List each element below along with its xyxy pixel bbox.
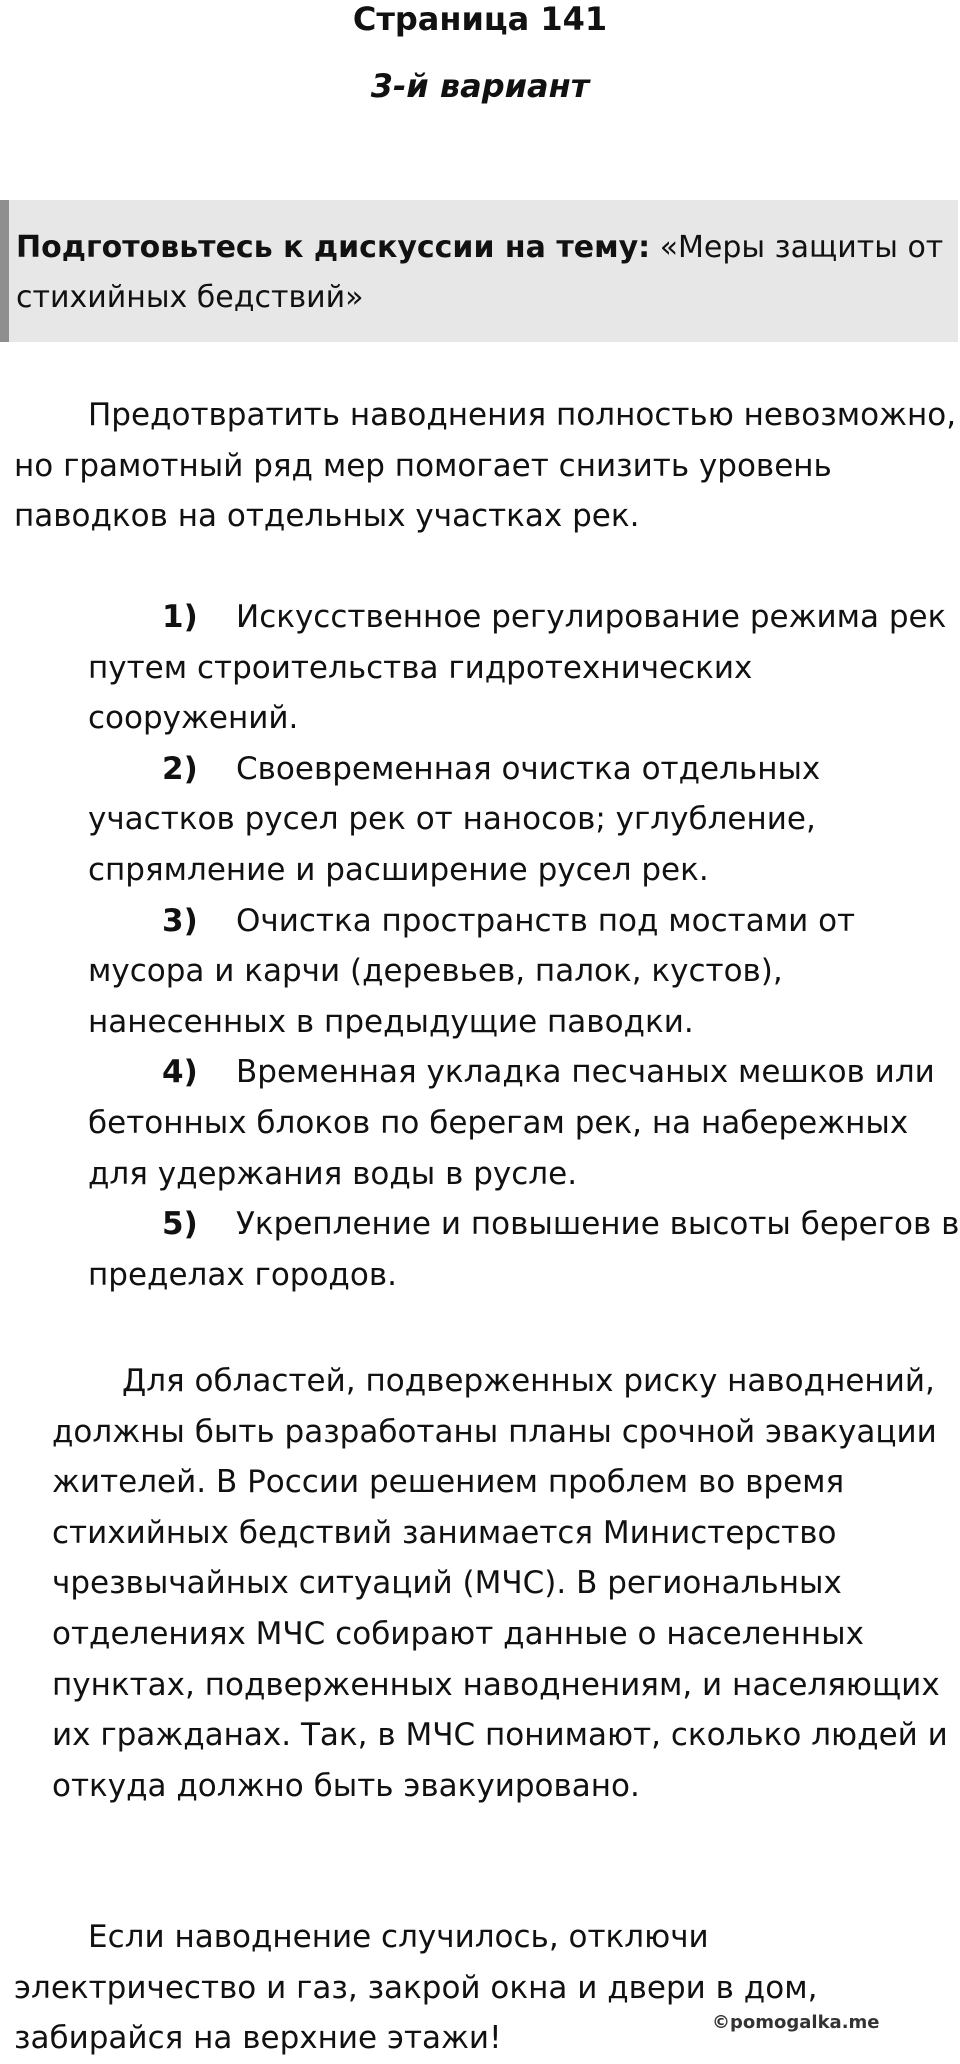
advice-paragraph: Если наводнение случилось, отключи электричество и газ, закрой окна и двери в дом, забирайся на верхние этажи!	[14, 1919, 818, 2057]
intro-paragraph: Предотвратить наводнения полностью невозможно, но грамотный ряд мер помогает снизить уровень паводков на отдельных участках рек.	[14, 397, 957, 535]
task-topic: «Меры защиты от стихийных бедствий»	[16, 230, 944, 315]
list-item	[88, 1199, 960, 1300]
list-item	[88, 1047, 960, 1199]
list-item-number: 1)	[162, 599, 198, 635]
task-label: Подготовьтесь к дискуссии на тему:	[16, 230, 651, 265]
task-box	[0, 200, 958, 342]
list-item-text: Очистка пространств под мостами от мусора и карчи (деревьев, палок, кустов), нанесенных в предыдущие паводки.	[88, 902, 856, 1040]
site-watermark: ©pomogalka.me	[712, 2012, 880, 2033]
list-item	[88, 592, 960, 744]
list-item-text: Искусственное регулирование режима рек путем строительства гидротехнических сооружений.	[88, 599, 947, 737]
list-item-text: Укрепление и повышение высоты берегов в пределах городов.	[88, 1206, 960, 1293]
evacuation-paragraph: Для областей, подверженных риску наводнений, должны быть разработаны планы срочной эвакуации жителей. В России решением проблем во время стихийных бедствий занимается Министерство чрезвычайных ситуаций (МЧС). В региональных отделениях МЧС собирают данные о населенных пунктах, подверженных наводнениям, и населяющих их гражданах. Так, в МЧС понимают, сколько людей и откуда должно быть эвакуировано.	[52, 1363, 948, 1804]
list-item	[88, 744, 960, 896]
measures-list	[88, 592, 960, 1300]
list-item-number: 4)	[162, 1054, 198, 1091]
list-item-number: 2)	[162, 750, 198, 787]
list-item	[88, 896, 960, 1048]
page-title: Страница 141	[352, 0, 608, 38]
list-item-text: Временная укладка песчаных мешков или бетонных блоков по берегам рек, на набережных для удержания воды в русле.	[88, 1054, 935, 1192]
list-item-number: 3)	[162, 902, 198, 939]
variant-subtitle: 3-й вариант	[370, 67, 590, 105]
list-item-number: 5)	[162, 1206, 198, 1243]
list-item-text: Своевременная очистка отдельных участков русел рек от наносов; углубление, спрямление и расширение русел рек.	[88, 750, 821, 888]
